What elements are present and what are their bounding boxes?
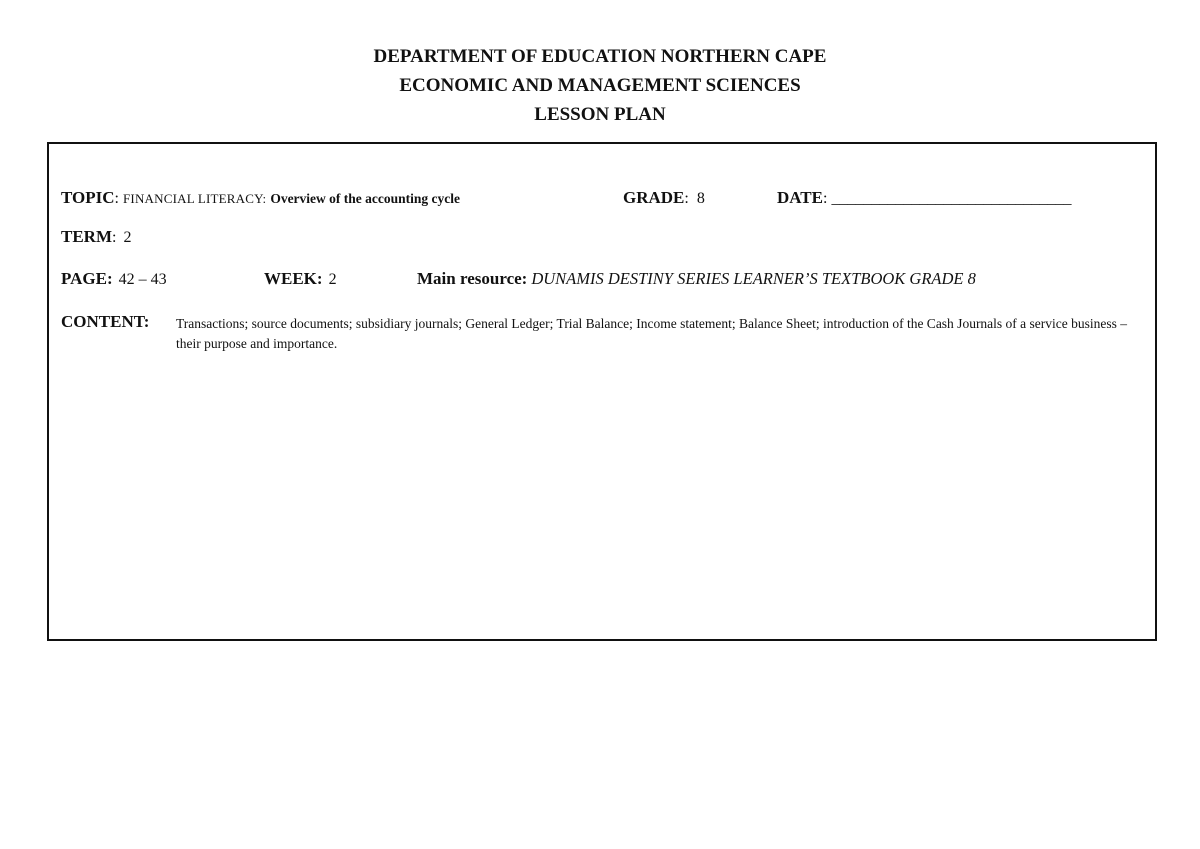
content-label: CONTENT: (61, 312, 150, 331)
date-field (777, 188, 1071, 208)
week-field (264, 269, 337, 289)
page-label: PAGE: (61, 269, 113, 288)
content-text: Transactions; source documents; subsidiary journals; General Ledger; Trial Balance; Income statement; Balance Sheet; introduction of the Cash Journals of a service business – their purpose and importance. (176, 316, 1128, 351)
page-value: 42 – 43 (118, 271, 167, 288)
grade-separator: : (684, 190, 689, 207)
department-heading: DEPARTMENT OF EDUCATION NORTHERN CAPE (373, 46, 827, 67)
grade-value: 8 (696, 190, 705, 207)
subject-heading: ECONOMIC AND MANAGEMENT SCIENCES (399, 75, 801, 96)
date-blank: ______________________________ (831, 190, 1072, 207)
week-value: 2 (328, 271, 337, 288)
resource-label: Main resource: (417, 269, 528, 288)
topic-separator: : (114, 190, 119, 207)
lesson-plan-box (47, 142, 1157, 641)
topic-row (61, 188, 460, 208)
term-label: TERM (61, 227, 112, 246)
resource-value: DUNAMIS DESTINY SERIES LEARNER’S TEXTBOOK GRADE 8 (531, 269, 976, 288)
date-label: DATE (777, 188, 823, 207)
term-row (61, 227, 131, 247)
lesson-plan-heading: LESSON PLAN (534, 104, 666, 125)
topic-title: Overview of the accounting cycle (270, 191, 461, 206)
date-separator: : (822, 190, 828, 207)
page-field (61, 269, 167, 289)
document-header (0, 42, 1200, 129)
term-separator: : (112, 229, 117, 246)
grade-field (623, 188, 705, 208)
grade-label: GRADE (623, 188, 685, 207)
topic-area: FINANCIAL LITERACY: (123, 191, 267, 206)
week-label: WEEK: (264, 269, 323, 288)
resource-field (417, 269, 976, 289)
term-value: 2 (123, 229, 132, 246)
topic-label: TOPIC (61, 188, 115, 207)
